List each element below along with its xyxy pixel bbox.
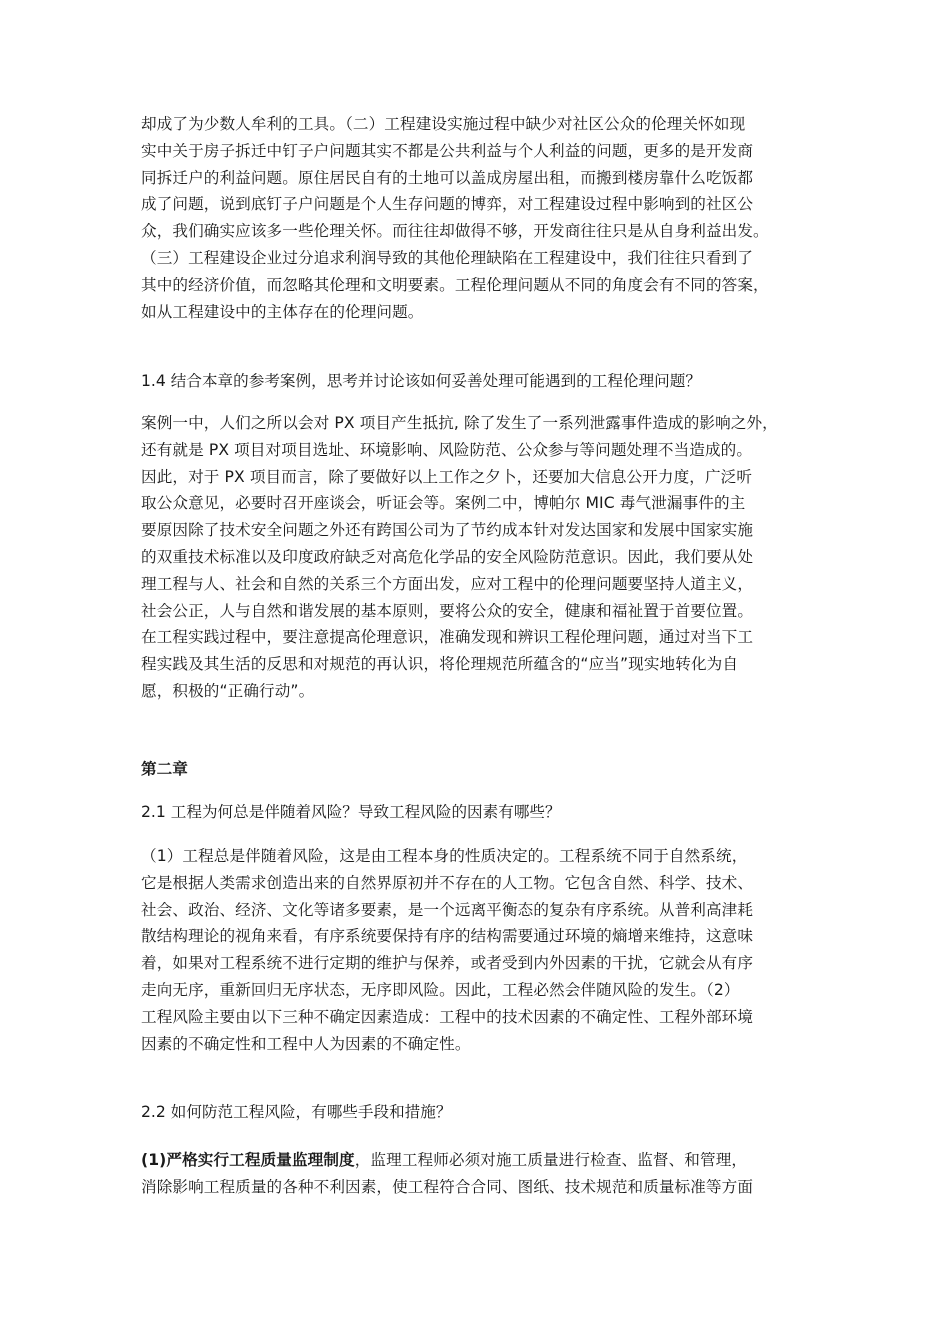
- text-line: 走向无序，重新回归无序状态，无序即风险。因此，工程必然会伴随风险的发生。（2）: [141, 980, 740, 999]
- text-line: 程实践及其生活的反思和对规范的再认识，将伦理规范所蕴含的“应当”现实地转化为自: [141, 655, 739, 674]
- text-line: 案例一中，人们之所以会对 PX 项目产生抵抗, 除了发生了一系列泄露事件造成的影响之外，: [141, 414, 778, 432]
- paragraph-ethics-issues: [141, 111, 816, 325]
- text-line: 因此，对于 PX 项目而言，除了要做好以上工作之夕卜，还要加大信息公开力度，广泛听: [141, 467, 753, 486]
- paragraph-case-analysis: [141, 410, 816, 705]
- text-line: 工程风险主要由以下三种不确定因素造成：工程中的技术因素的不确定性、工程外部环境: [141, 1007, 754, 1026]
- text-line: 理工程与人、社会和自然的关系三个方面出发，应对工程中的伦理问题要坚持人道主义，: [141, 574, 754, 593]
- text-line: 在工程实践过程中，要注意提高伦理意识，准确发现和辨识工程伦理问题，通过对当下工: [141, 628, 754, 647]
- paragraph-risk-prevention: [141, 1147, 816, 1201]
- text-line: 愿，积极的“正确行动”。: [141, 681, 315, 700]
- text-line: 同拆迁户的利益问题。原住居民自有的土地可以盖成房屋出租，而搬到楼房靠什么吃饭都: [141, 168, 754, 187]
- text-line: （三）工程建设企业过分追求利润导致的其他伦理缺陷在工程建设中，我们往往只看到了: [141, 248, 754, 267]
- text-line: 的双重技术标准以及印度政府缺乏对高危化学品的安全风险防范意识。因此，我们要从处: [141, 547, 754, 566]
- text-line: 因素的不确定性和工程中人为因素的不确定性。: [141, 1034, 471, 1053]
- question-2-2: 2.2 如何防范工程风险，有哪些手段和措施？: [141, 1103, 452, 1121]
- chapter-heading: 第二章: [141, 760, 188, 778]
- text-run: ，监理工程师必须对施工质量进行检查、监督、和管理，: [354, 1151, 748, 1169]
- bold-lead: (1)严格实行工程质量监理制度: [141, 1151, 355, 1169]
- text-line: （1）工程总是伴随着风险，这是由工程本身的性质决定的。工程系统不同于自然系统，: [141, 847, 748, 865]
- text-line: 散结构理论的视角来看，有序系统要保持有序的结构需要通过环境的熵增来维持，这意味: [141, 927, 754, 946]
- text-line: 要原因除了技术安全问题之外还有跨国公司为了节约成本针对发达国家和发展中国家实施: [141, 521, 754, 540]
- text-line: 它是根据人类需求创造出来的自然界原初并不存在的人工物。它包含自然、科学、技术、: [141, 873, 754, 892]
- text-line: 还有就是 PX 项目对项目选址、环境影响、风险防范、公众参与等问题处理不当造成的。: [141, 440, 753, 459]
- text-line: 成了问题，说到底钉子户问题是个人生存问题的博弈，对工程建设过程中影响到的社区公: [141, 195, 754, 214]
- question-2-1: 2.1 工程为何总是伴随着风险？导致工程风险的因素有哪些？: [141, 803, 561, 821]
- text-line: 其中的经济价值，而忽略其伦理和文明要素。工程伦理问题从不同的角度会有不同的答案，: [141, 275, 769, 294]
- text-line: 实中关于房子拆迁中钉子户问题其实不都是公共利益与个人利益的问题，更多的是开发商: [141, 141, 754, 160]
- text-line: 社会公正，人与自然和谐发展的基本原则，要将公众的安全，健康和福祉置于首要位置。: [141, 601, 754, 620]
- text-line: 着，如果对工程系统不进行定期的维护与保养，或者受到内外因素的干扰，它就会从有序: [141, 954, 754, 973]
- text-line: 社会、政治、经济、文化等诸多要素，是一个远离平衡态的复杂有序系统。从普利高津耗: [141, 900, 754, 919]
- text-line: 如从工程建设中的主体存在的伦理问题。: [141, 302, 424, 321]
- text-line: 众，我们确实应该多一些伦理关怀。而往往却做得不够，开发商往往只是从自身利益出发。: [141, 222, 769, 241]
- paragraph-risk-causes: [141, 843, 816, 1057]
- question-1-4: 1.4 结合本章的参考案例，思考并讨论该如何妥善处理可能遇到的工程伦理问题？: [141, 372, 701, 390]
- text-line: 消除影响工程质量的各种不利因素，使工程符合合同、图纸、技术规范和质量标准等方面: [141, 1177, 754, 1196]
- text-line: 取公众意见，必要时召开座谈会，听证会等。案例二中，博帕尔 MIC 毒气泄漏事件的主: [141, 494, 746, 513]
- text-line: [141, 1147, 816, 1174]
- text-line: 却成了为少数人牟利的工具。（二）工程建设实施过程中缺少对社区公众的伦理关怀如现: [141, 115, 746, 133]
